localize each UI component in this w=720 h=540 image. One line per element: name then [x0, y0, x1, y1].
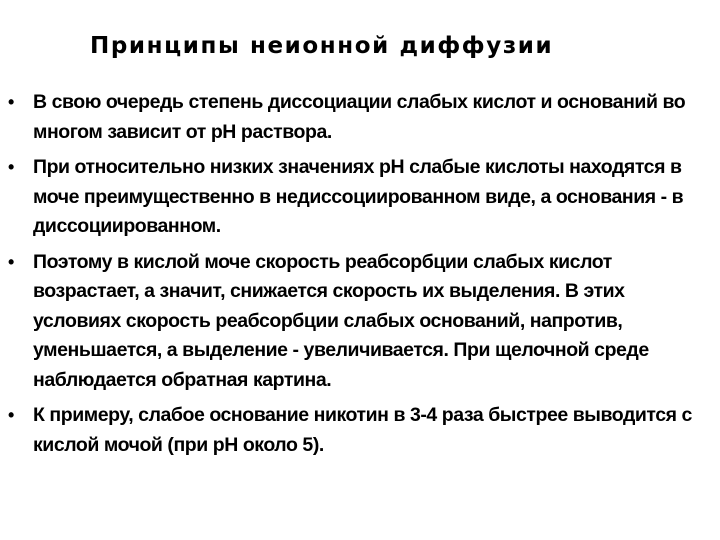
bullet-icon: •	[8, 92, 14, 112]
bullet-icon: •	[8, 405, 14, 425]
bullet-list	[8, 88, 712, 466]
bullet-item-2	[8, 153, 712, 242]
bullet-text-3: Поэтому в кислой моче скорость реабсорбции слабых кислот возрастает, а значит, снижается скорость их выделения. В этих условиях скорость реабсорбции слабых оснований, напротив, уменьшается, а выделение - увеличивается. При щелочной среде наблюдается обратная картина.	[33, 250, 649, 391]
bullet-text-4: К примеру, слабое основание никотин в 3-4 раза быстрее выводится с кислой мочой (при рН около 5).	[33, 404, 692, 456]
bullet-item-3	[8, 248, 712, 396]
bullet-icon: •	[8, 251, 14, 272]
bullet-item-4	[8, 401, 712, 460]
slide-title: Принципы неионной диффузии	[90, 33, 554, 59]
bullet-icon: •	[8, 157, 14, 177]
bullet-text-1: В свою очередь степень диссоциации слабых кислот и оснований во многом зависит от рН раствора.	[33, 91, 686, 143]
bullet-text-2: При относительно низких значениях рН слабые кислоты находятся в моче преимущественно в недиссоциированном виде, а основания - в диссоциированном.	[33, 156, 684, 237]
bullet-item-1	[8, 88, 712, 147]
